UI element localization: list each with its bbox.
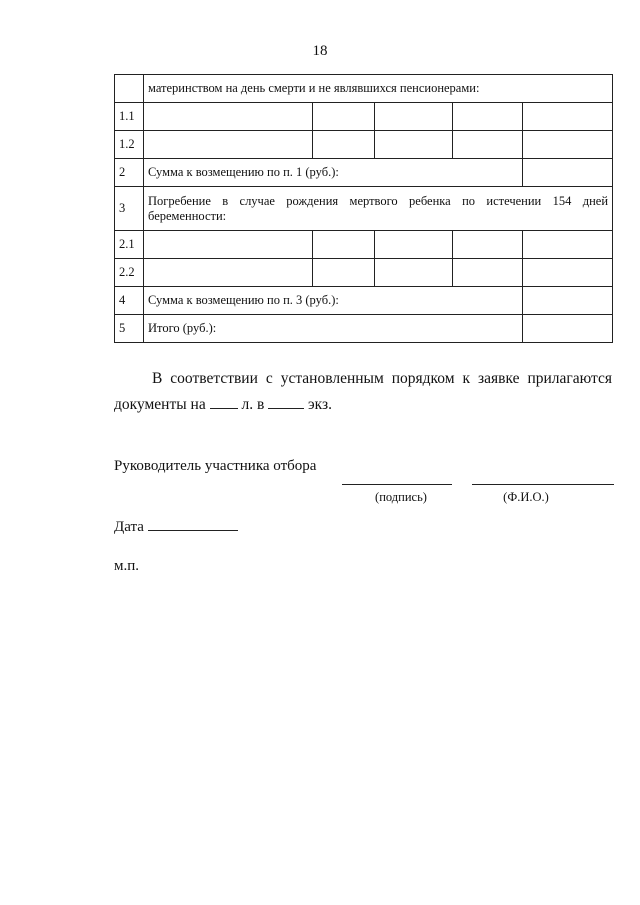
signature-caption: (подпись) — [375, 490, 427, 504]
table-row — [115, 315, 613, 343]
table-row — [115, 287, 613, 315]
page-number: 18 — [312, 43, 328, 59]
table-row — [115, 103, 613, 131]
table-cell-empty — [453, 131, 523, 159]
table-cell-empty — [523, 159, 613, 187]
table-cell-empty — [523, 231, 613, 259]
table-cell-empty — [144, 259, 313, 287]
table-cell-empty — [523, 103, 613, 131]
table-cell-empty — [313, 231, 375, 259]
table-row — [115, 259, 613, 287]
table-cell-empty — [523, 287, 613, 315]
table-cell-num: 2.1 — [115, 231, 144, 259]
sheets-blank — [210, 396, 238, 409]
table-cell-num: 2 — [115, 159, 144, 187]
table-cell-empty — [375, 259, 453, 287]
table-row — [115, 187, 613, 231]
table-row — [115, 131, 613, 159]
name-line — [472, 484, 614, 485]
table-cell-empty — [375, 231, 453, 259]
table-cell-empty — [144, 231, 313, 259]
table-row — [115, 75, 613, 103]
table-row — [115, 159, 613, 187]
table-cell-text: Сумма к возмещению по п. 1 (руб.): — [144, 159, 523, 187]
table-cell-empty — [144, 103, 313, 131]
table-cell-num: 1.2 — [115, 131, 144, 159]
head-label: Руководитель участника отбора — [114, 458, 317, 474]
table-cell-text: Сумма к возмещению по п. 3 (руб.): — [144, 287, 523, 315]
table-cell-num: 5 — [115, 315, 144, 343]
table-cell-empty — [523, 131, 613, 159]
attachments-line: В соответствии с установленным порядком к заявке прилагаются — [152, 370, 612, 387]
table-cell-text: Итого (руб.): — [144, 315, 523, 343]
table-cell-num: 4 — [115, 287, 144, 315]
table-cell-empty — [453, 231, 523, 259]
table-row — [115, 231, 613, 259]
table-cell-empty — [144, 131, 313, 159]
table-cell-empty — [313, 131, 375, 159]
table-cell-empty — [523, 259, 613, 287]
date-blank — [148, 518, 238, 531]
table-cell-num: 2.2 — [115, 259, 144, 287]
table-cell-empty — [523, 315, 613, 343]
table-cell-num: 3 — [115, 187, 144, 231]
table-cell-empty — [313, 103, 375, 131]
signature-line — [342, 484, 452, 485]
table-cell-text: материнством на день смерти и не являвшихся пенсионерами: — [144, 75, 613, 103]
sheets-label: л. в — [241, 396, 265, 413]
table-cell-num — [115, 75, 144, 103]
stamp-label: м.п. — [114, 558, 140, 574]
name-caption: (Ф.И.О.) — [503, 490, 549, 504]
table-cell-text: Погребение в случае рождения мертвого ребенка по истечении 154 дней беременности: — [144, 187, 613, 231]
reimbursement-table — [114, 74, 613, 343]
table-cell-empty — [313, 259, 375, 287]
date-row — [114, 518, 238, 536]
copies-label: экз. — [308, 396, 333, 413]
table-cell-empty — [375, 131, 453, 159]
date-label: Дата — [114, 519, 144, 535]
attachments-prefix: документы на — [114, 396, 206, 413]
copies-blank — [268, 396, 304, 409]
table-cell-num: 1.1 — [115, 103, 144, 131]
table-cell-empty — [375, 103, 453, 131]
table-cell-empty — [453, 259, 523, 287]
attachments-paragraph — [114, 366, 612, 418]
table-cell-empty — [453, 103, 523, 131]
